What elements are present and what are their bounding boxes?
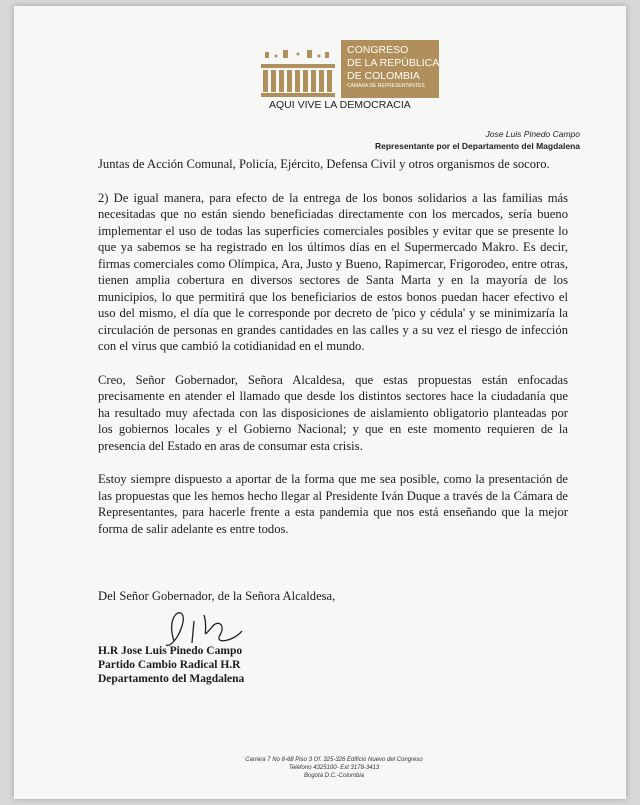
motto: AQUI VIVE LA DEMOCRACIA — [269, 99, 411, 111]
representative-header — [375, 128, 580, 152]
paragraph: Estoy siempre dispuesto a aportar de la forma que me sea posible, como la presentación de las propuestas que les hemos hecho llegar al Presidente Iván Duque a través de la Cámara de Representantes, para hacerle frente a esta pandemia que nos está enseñando que la mejor forma de salir adelante es entre todos. — [98, 472, 568, 536]
logo-text-box — [341, 40, 439, 98]
logo-line: CÁMARA DE REPRESENTANTES — [347, 83, 425, 89]
document-page — [14, 6, 626, 799]
paragraph: 2) De igual manera, para efecto de la entrega de los bonos solidarios a las familias más necesitadas que no están siendo beneficiadas directamente con los mercados, sería bueno implementar el uso de todas las superficies comerciales posibles y evitar que se presente lo que ya sabemos se ha registrado en los últimos días en el Supermercado Makro. Es decir, firmas comerciales como Olímpica, Ara, Justo y Bueno, Rapimercar, Frigorodeo, entre otras, tienen amplia cobertura en diversos sectores de Santa Marta y en la mayoría de los municipios, lo que permitirá que los beneficiarios de estos bonos puedan hacer efectivo el uso del mismo, el día que le corresponde por decreto de 'pico y cédula' y se minimizaría la circulación de personas en grandes cantidades en las calles y a su vez el riesgo de infección con el virus que cambió la cotidianidad en el mundo. — [98, 190, 568, 353]
logo-line: DE LA REPÚBLICA — [347, 57, 440, 69]
signer-party: Partido Cambio Radical H.R — [98, 659, 241, 671]
footer-line: Teléfono 4325100- Ext 3178-3413 — [288, 765, 380, 771]
logo-line: DE COLOMBIA — [347, 70, 420, 82]
signer-name: H.R Jose Luis Pinedo Campo — [98, 645, 243, 657]
letter-body — [98, 156, 568, 554]
capitol-building-icon — [259, 40, 337, 100]
rep-name: Jose Luis Pinedo Campo — [485, 129, 580, 139]
paragraph: Creo, Señor Gobernador, Señora Alcaldesa, que estas propuestas están enfocadas precisamente en atender el llamado que desde los distintos sectores hace la ciudadanía que ha resultado muy afectada con las disposiciones de aislamiento obligatorio planteadas por los gobiernos locales y el Gobierno Nacional; y que en este momento requieren de la presencia del Estado en aras de consumar esta crisis. — [98, 372, 568, 453]
logo-line: CONGRESO — [347, 44, 409, 56]
closing-salutation: Del Señor Gobernador, de la Señora Alcaldesa, — [98, 589, 336, 603]
congress-logo — [259, 40, 439, 100]
signer-department: Departamento del Magdalena — [98, 673, 245, 685]
signer-block — [98, 644, 244, 686]
rep-title: Representante por el Departamento del Magdalena — [375, 141, 580, 151]
footer-line: Bogotá D.C.-Colombia — [303, 773, 365, 779]
footer-line: Carrera 7 No 8-68 Piso 3 Of. 325-326 Edificio Nuevo del Congreso — [245, 757, 423, 763]
paragraph: Juntas de Acción Comunal, Policía, Ejército, Defensa Civil y otros organismos de socoro. — [98, 157, 550, 171]
footer-address — [214, 756, 454, 780]
